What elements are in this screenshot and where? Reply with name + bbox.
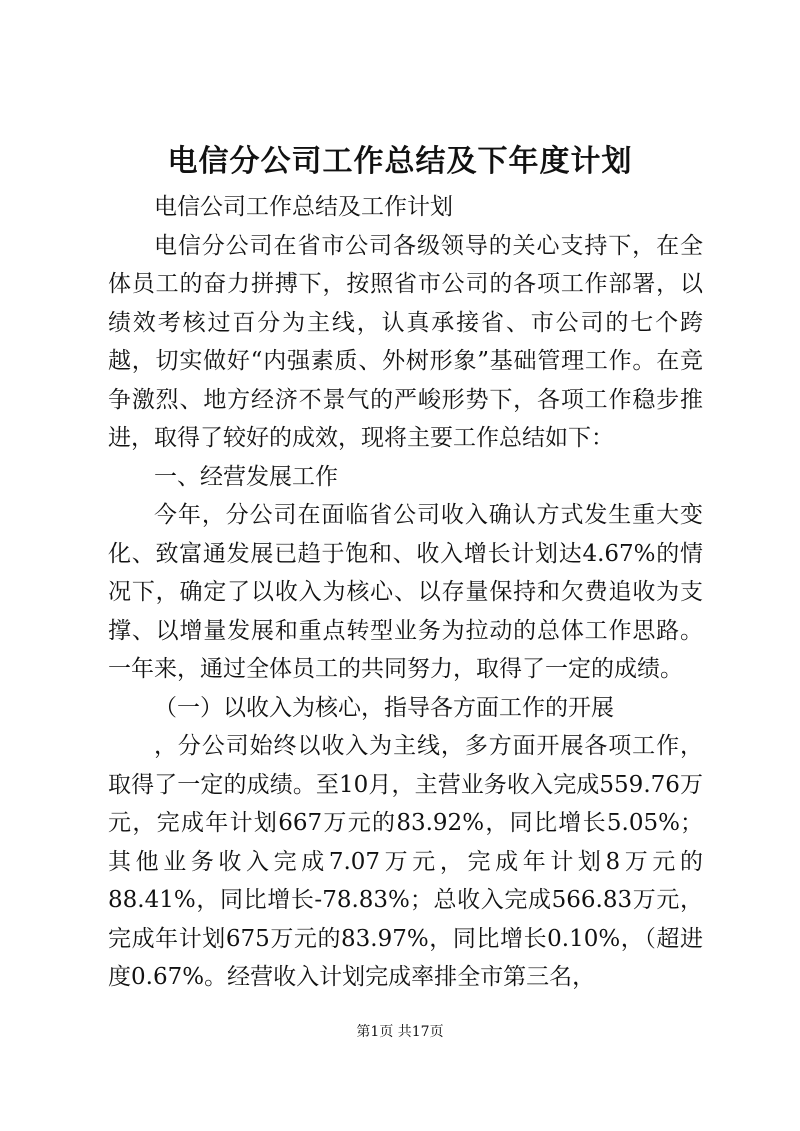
subsection-paragraph: ，分公司始终以收入为主线，多方面开展各项工作，取得了一定的成绩。至10月，主营业务收入完成559.76万元，完成年计划667万元的83.92%，同比增长5.05%；其他业务收入完成7.07万元，完成年计划8万元的88.41%，同比增长-78.83%；总收入完成566.83万元，完成年计划675万元的83.97%，同比增长0.10%，（超进度0.67%。经营收入计划完成率排全市第三名， <box>108 733 703 990</box>
subsection-heading: （一）以收入为核心，指导各方面工作的开展 <box>154 694 614 721</box>
document-body <box>108 188 703 997</box>
section-paragraph: 今年，分公司在面临省公司收入确认方式发生重大变化、致富通发展已趋于饱和、收入增长计划达4.67%的情况下，确定了以收入为核心、以存量保持和欠费追收为支撑、以增量发展和重点转型业务为拉动的总体工作思路。一年来，通过全体员工的共同努力，取得了一定的成绩。 <box>108 502 703 682</box>
intro-paragraph: 电信分公司在省市公司各级领导的关心支持下，在全体员工的奋力拼搏下，按照省市公司的各项工作部署，以绩效考核过百分为主线，认真承接省、市公司的七个跨越，切实做好“内强素质、外树形象”基础管理工作。在竞争激烈、地方经济不景气的严峻形势下，各项工作稳步推进，取得了较好的成效，现将主要工作总结如下： <box>108 232 703 451</box>
page-footer: 第1页 共17页 <box>356 1024 444 1040</box>
subtitle-paragraph: 电信公司工作总结及工作计划 <box>154 194 453 220</box>
section-heading: 一、经营发展工作 <box>154 463 338 490</box>
document-title: 电信分公司工作总结及下年度计划 <box>167 144 633 179</box>
